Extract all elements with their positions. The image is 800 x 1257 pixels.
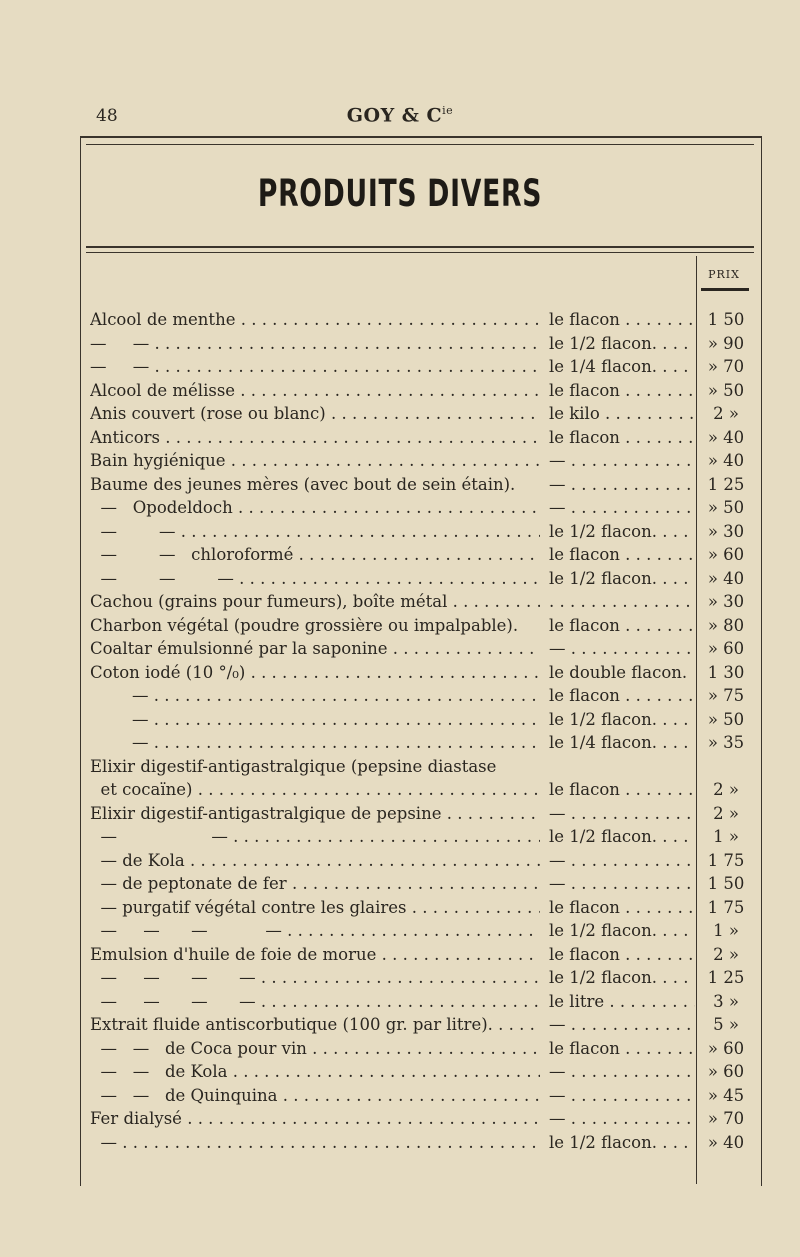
product-description: — — . . .: [90, 355, 540, 378]
product-unit: le kilo . . .: [549, 402, 695, 425]
product-description: Coton iodé (10 °/₀) . . .: [90, 661, 540, 684]
product-row: [0, 1107, 800, 1130]
product-description: — — de Kola . . .: [90, 1060, 540, 1083]
product-row: [0, 825, 800, 848]
product-price: » 70: [707, 357, 745, 376]
product-unit: — . . .: [549, 496, 695, 519]
product-unit: le flacon . . .: [549, 379, 695, 402]
product-price: 1 »: [713, 827, 739, 846]
product-price: 1 50: [707, 874, 745, 893]
product-unit: le double flacon.: [549, 662, 688, 682]
product-price: 2 »: [713, 944, 739, 964]
product-row: [0, 496, 800, 519]
product-description: Anis couvert (rose ou blanc) . . .: [90, 402, 540, 425]
product-description: — — — . . .: [90, 567, 540, 590]
product-description: Baume des jeunes mères (avec bout de sein étain).: [90, 474, 516, 494]
product-description: Fer dialysé . . .: [90, 1107, 540, 1130]
product-price: » 50: [707, 498, 745, 517]
product-row: [0, 426, 800, 449]
product-description: Emulsion d'huile de foie de morue . . .: [90, 943, 540, 966]
product-row: [0, 402, 800, 425]
product-row: [0, 1131, 800, 1154]
product-row: [0, 1060, 800, 1083]
product-unit: le 1/2 flacon. . . .: [549, 708, 695, 731]
product-unit: le flacon . . .: [549, 1037, 695, 1060]
product-unit: le flacon . . .: [549, 684, 695, 707]
product-price: » 40: [707, 427, 745, 447]
product-unit: le flacon . . .: [549, 426, 695, 449]
product-row: [0, 567, 800, 590]
product-price: 3 »: [713, 991, 739, 1011]
product-price: » 30: [707, 592, 745, 611]
product-price: » 40: [707, 568, 745, 588]
product-description: — — . . .: [90, 825, 540, 848]
product-price: » 35: [707, 733, 745, 752]
product-unit: le flacon . . .: [549, 896, 695, 919]
product-description: Alcool de menthe . . .: [90, 308, 540, 331]
product-row: [0, 872, 800, 895]
product-description: et cocaïne) . . .: [90, 778, 540, 801]
product-unit: — . . .: [549, 1013, 695, 1036]
product-unit: le litre . . .: [549, 990, 695, 1013]
product-row: [0, 590, 800, 613]
product-price: » 60: [707, 639, 745, 658]
product-description: — de peptonate de fer . . .: [90, 872, 540, 895]
product-price: 2 »: [713, 780, 739, 799]
product-unit: le 1/2 flacon. . . .: [549, 567, 695, 590]
product-price: 1 75: [707, 850, 745, 870]
product-description: — — — — . . .: [90, 919, 540, 942]
product-row: [0, 661, 800, 684]
product-row: [0, 778, 800, 801]
product-description: Bain hygiénique . . .: [90, 449, 540, 472]
product-price: 1 »: [713, 921, 739, 940]
product-row: [0, 802, 800, 825]
title-rule-thin: [86, 252, 754, 253]
product-row: [0, 473, 800, 496]
product-description: — . . .: [90, 1131, 540, 1154]
page-title: PRODUITS DIVERS: [257, 172, 543, 215]
product-price: 5 »: [713, 1015, 739, 1034]
product-unit: le 1/4 flacon. . . .: [549, 731, 695, 754]
product-description: — purgatif végétal contre les glaires . . .: [90, 896, 540, 919]
product-row: [0, 708, 800, 731]
product-unit: le 1/2 flacon. . . .: [549, 825, 695, 848]
product-row: [0, 1037, 800, 1060]
firm-name-text: GOY & C: [346, 104, 443, 127]
product-description: Anticors . . .: [90, 426, 540, 449]
product-unit: le 1/2 flacon. . . .: [549, 966, 695, 989]
product-description: — — de Quinquina . . .: [90, 1084, 540, 1107]
product-description: Alcool de mélisse . . .: [90, 379, 540, 402]
product-price: 2 »: [713, 404, 739, 423]
product-row: [0, 731, 800, 754]
product-description: Coaltar émulsionné par la saponine . . .: [90, 637, 540, 660]
product-unit: — . . .: [549, 473, 695, 496]
product-unit: le 1/2 flacon. . . .: [549, 332, 695, 355]
product-unit: — . . .: [549, 872, 695, 895]
product-price: » 75: [707, 686, 745, 705]
product-row: [0, 755, 800, 778]
product-description: — — chloroformé . . .: [90, 543, 540, 566]
product-row: [0, 990, 800, 1013]
product-row: [0, 684, 800, 707]
product-price: » 50: [707, 709, 745, 729]
product-unit: le flacon . . .: [549, 308, 695, 331]
product-price: » 90: [707, 333, 745, 353]
product-description: — — . . .: [90, 332, 540, 355]
product-price: » 80: [707, 615, 745, 635]
product-unit: le 1/2 flacon. . . .: [549, 520, 695, 543]
product-price: » 60: [707, 545, 745, 564]
product-price: 1 75: [707, 897, 745, 917]
product-description: — . . .: [90, 731, 540, 754]
product-row: [0, 896, 800, 919]
product-price: » 30: [707, 521, 745, 541]
product-description: — de Kola . . .: [90, 849, 540, 872]
product-unit: le flacon . . .: [549, 778, 695, 801]
product-unit: le 1/2 flacon. . . .: [549, 919, 695, 942]
product-price: » 45: [707, 1085, 745, 1105]
product-description: — . . .: [90, 684, 540, 707]
title-rule-thick: [86, 246, 754, 248]
product-row: [0, 966, 800, 989]
product-price: » 40: [707, 451, 745, 470]
product-price: » 60: [707, 1038, 745, 1058]
page-header: [0, 100, 800, 130]
product-row: [0, 308, 800, 331]
product-row: [0, 543, 800, 566]
price-column-header: PRIX: [708, 268, 740, 281]
product-description: — — de Coca pour vin . . .: [90, 1037, 540, 1060]
page-number: 48: [96, 106, 118, 126]
product-row: [0, 637, 800, 660]
product-row: [0, 1084, 800, 1107]
product-description: — . . .: [90, 708, 540, 731]
firm-name-suffix: ie: [442, 104, 454, 117]
product-price: 1 50: [707, 310, 745, 329]
product-row: [0, 919, 800, 942]
product-unit: le flacon . . .: [549, 614, 695, 637]
product-row: [0, 520, 800, 543]
product-description: Elixir digestif-antigastralgique de pepsine . . .: [90, 802, 540, 825]
product-row: [0, 379, 800, 402]
product-row: [0, 849, 800, 872]
product-unit: — . . .: [549, 1060, 695, 1083]
product-unit: — . . .: [549, 849, 695, 872]
product-row: [0, 1013, 800, 1036]
product-price: 2 »: [713, 803, 739, 823]
firm-name: [0, 104, 800, 126]
product-unit: le 1/2 flacon. . . .: [549, 1131, 695, 1154]
product-description: Charbon végétal (poudre grossière ou impalpable).: [90, 615, 519, 635]
product-row: [0, 449, 800, 472]
product-unit: — . . .: [549, 1107, 695, 1130]
product-description: — — . . .: [90, 520, 540, 543]
product-price: » 40: [707, 1132, 745, 1152]
product-price: » 60: [707, 1062, 745, 1081]
frame-inner-rule: [86, 144, 754, 145]
product-unit: — . . .: [549, 637, 695, 660]
product-unit: — . . .: [549, 1084, 695, 1107]
product-row: [0, 332, 800, 355]
product-price: » 70: [707, 1109, 745, 1128]
product-price: 1 30: [707, 662, 745, 682]
product-price: 1 25: [707, 474, 745, 494]
product-description: — Opodeldoch . . .: [90, 496, 540, 519]
price-header-rule: [701, 288, 749, 291]
product-unit: — . . .: [549, 449, 695, 472]
product-description: Cachou (grains pour fumeurs), boîte métal . . .: [90, 590, 540, 613]
product-row: [0, 943, 800, 966]
product-unit: le flacon . . .: [549, 943, 695, 966]
product-row: [0, 355, 800, 378]
product-unit: le 1/4 flacon. . . .: [549, 355, 695, 378]
product-price: 1 25: [707, 968, 745, 987]
product-unit: le flacon . . .: [549, 543, 695, 566]
product-price: » 50: [707, 380, 745, 400]
product-unit: [549, 590, 695, 613]
product-description: — — — — . . .: [90, 966, 540, 989]
product-description: Elixir digestif-antigastralgique (pepsine diastase: [90, 756, 497, 776]
product-description: — — — — . . .: [90, 990, 540, 1013]
product-description: Extrait fluide antiscorbutique (100 gr. par litre). . . .: [90, 1013, 540, 1036]
product-unit: — . . .: [549, 802, 695, 825]
product-row: [0, 614, 800, 637]
